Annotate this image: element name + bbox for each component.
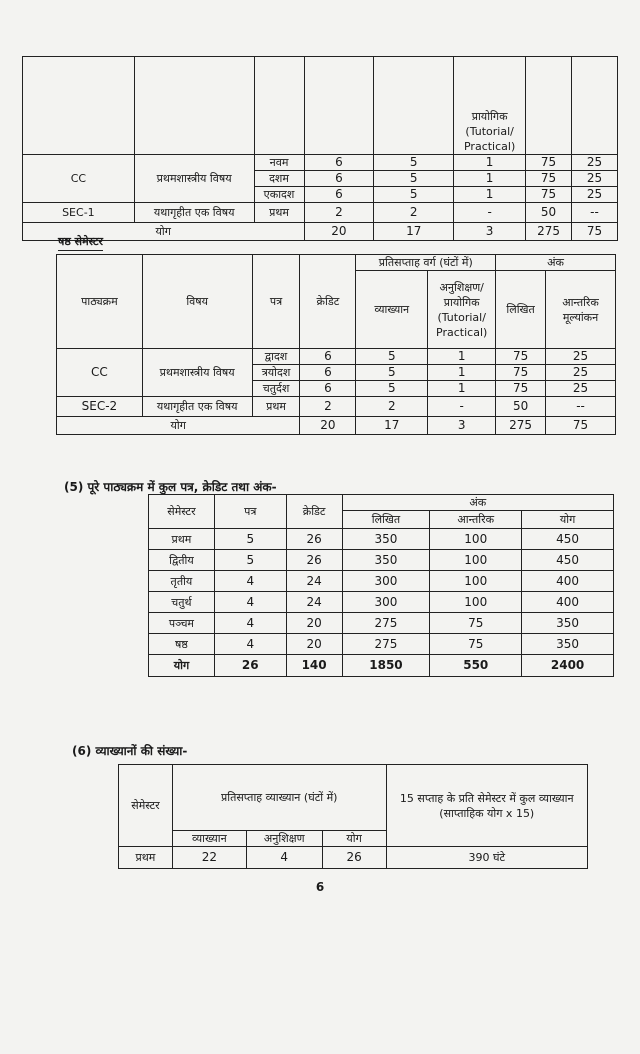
- header-course: पाठ्यक्रम: [57, 255, 143, 349]
- header-marks: अंक: [496, 255, 616, 271]
- section5-title: (5) पूरे पाठ्यक्रम में कुल पत्र, क्रेडिट तथा अंक-: [64, 480, 277, 494]
- header-paper: पत्र: [252, 255, 300, 349]
- section6-title: (6) व्याख्यानों की संख्या-: [72, 744, 188, 758]
- table-row: एकादश 6 5 1 75 25: [23, 187, 618, 203]
- table-row: SEC-1 यथागृहीत एक विषय प्रथम 2 2 - 50 --: [23, 203, 618, 223]
- table-row: SEC-2 यथागृहीत एक विषय प्रथम 2 2 - 50 --: [57, 397, 616, 417]
- header-credit: क्रेडिट: [300, 255, 356, 349]
- semester-total-header: 15 सप्ताह के प्रति सेमेस्टर में कुल व्याख्यान: [399, 791, 574, 805]
- table-row: प्रथम 22 4 26 390 घंटे: [119, 847, 588, 869]
- table-row: प्रथम 5 26 350 100 450: [149, 529, 614, 550]
- table-row: द्वितीय 5 26 350 100 450: [149, 550, 614, 571]
- subject-cell: प्रथमशास्त्रीय विषय: [134, 155, 254, 203]
- table-row: दशम 6 5 1 75 25: [23, 171, 618, 187]
- header-internal: आन्तरिक मूल्यांकन: [546, 271, 616, 349]
- table-row: CC प्रथमशास्त्रीय विषय नवम 6 5 1 75 25: [23, 155, 618, 171]
- table-row: तृतीय 4 24 300 100 400: [149, 571, 614, 592]
- semester6-label: षष्ठ सेमेस्टर: [58, 234, 103, 251]
- page-number: 6: [315, 880, 325, 894]
- header-tutorial: अनुशिक्षण/ प्रायोगिक (Tutorial/ Practical): [428, 271, 496, 349]
- table-row: षष्ठ 4 20 275 75 350: [149, 634, 614, 655]
- total-row: योग 20 17 3 275 75: [57, 417, 616, 435]
- total-row: योग 26 140 1850 550 2400: [149, 655, 614, 677]
- header-lecture: व्याख्यान: [356, 271, 428, 349]
- header-subject: विषय: [142, 255, 252, 349]
- table-row: पञ्चम 4 20 275 75 350: [149, 613, 614, 634]
- table-row: CC प्रथमशास्त्रीय विषय द्वादश 6 5 1 75 25: [57, 349, 616, 365]
- total-row: योग 20 17 3 275 75: [23, 223, 618, 241]
- course-cell: CC: [23, 155, 135, 203]
- semester5-table: [22, 56, 618, 241]
- table-row: चतुर्थ 4 24 300 100 400: [149, 592, 614, 613]
- formula-note: (साप्ताहिक योग x 15): [439, 806, 535, 820]
- tutorial-header-fragment: प्रायोगिक (Tutorial/ Practical): [454, 57, 526, 155]
- header-weekly: प्रतिसप्ताह वर्ग (घंटों में): [356, 255, 496, 271]
- course-summary-table: सेमेस्टर पत्र क्रेडिट अंक लिखित आन्तरिक योग प्रथम 5 26 350 100 450 द्वितीय 5 26 350 100 450 तृतीय 4 24 300 100 400 चतुर्थ 4 24 300 100 400 पञ्चम 4 20 275 75 350 षष्ठ 4 20 275 75 350 योग 26 140 1850 550 2400: [148, 494, 614, 677]
- header-written: लिखित: [496, 271, 546, 349]
- table-row: त्रयोदश 6 5 1 75 25: [57, 365, 616, 381]
- lectures-table: सेमेस्टर प्रतिसप्ताह व्याख्यान (घंटों में) 15 सप्ताह के प्रति सेमेस्टर में कुल व्याख्यान (साप्ताहिक योग x 15) व्याख्यान अनुशिक्षण योग प्रथम 22 4 26 390 घंटे: [118, 764, 588, 869]
- semester6-table: [56, 254, 616, 435]
- table-row: चतुर्दश 6 5 1 75 25: [57, 381, 616, 397]
